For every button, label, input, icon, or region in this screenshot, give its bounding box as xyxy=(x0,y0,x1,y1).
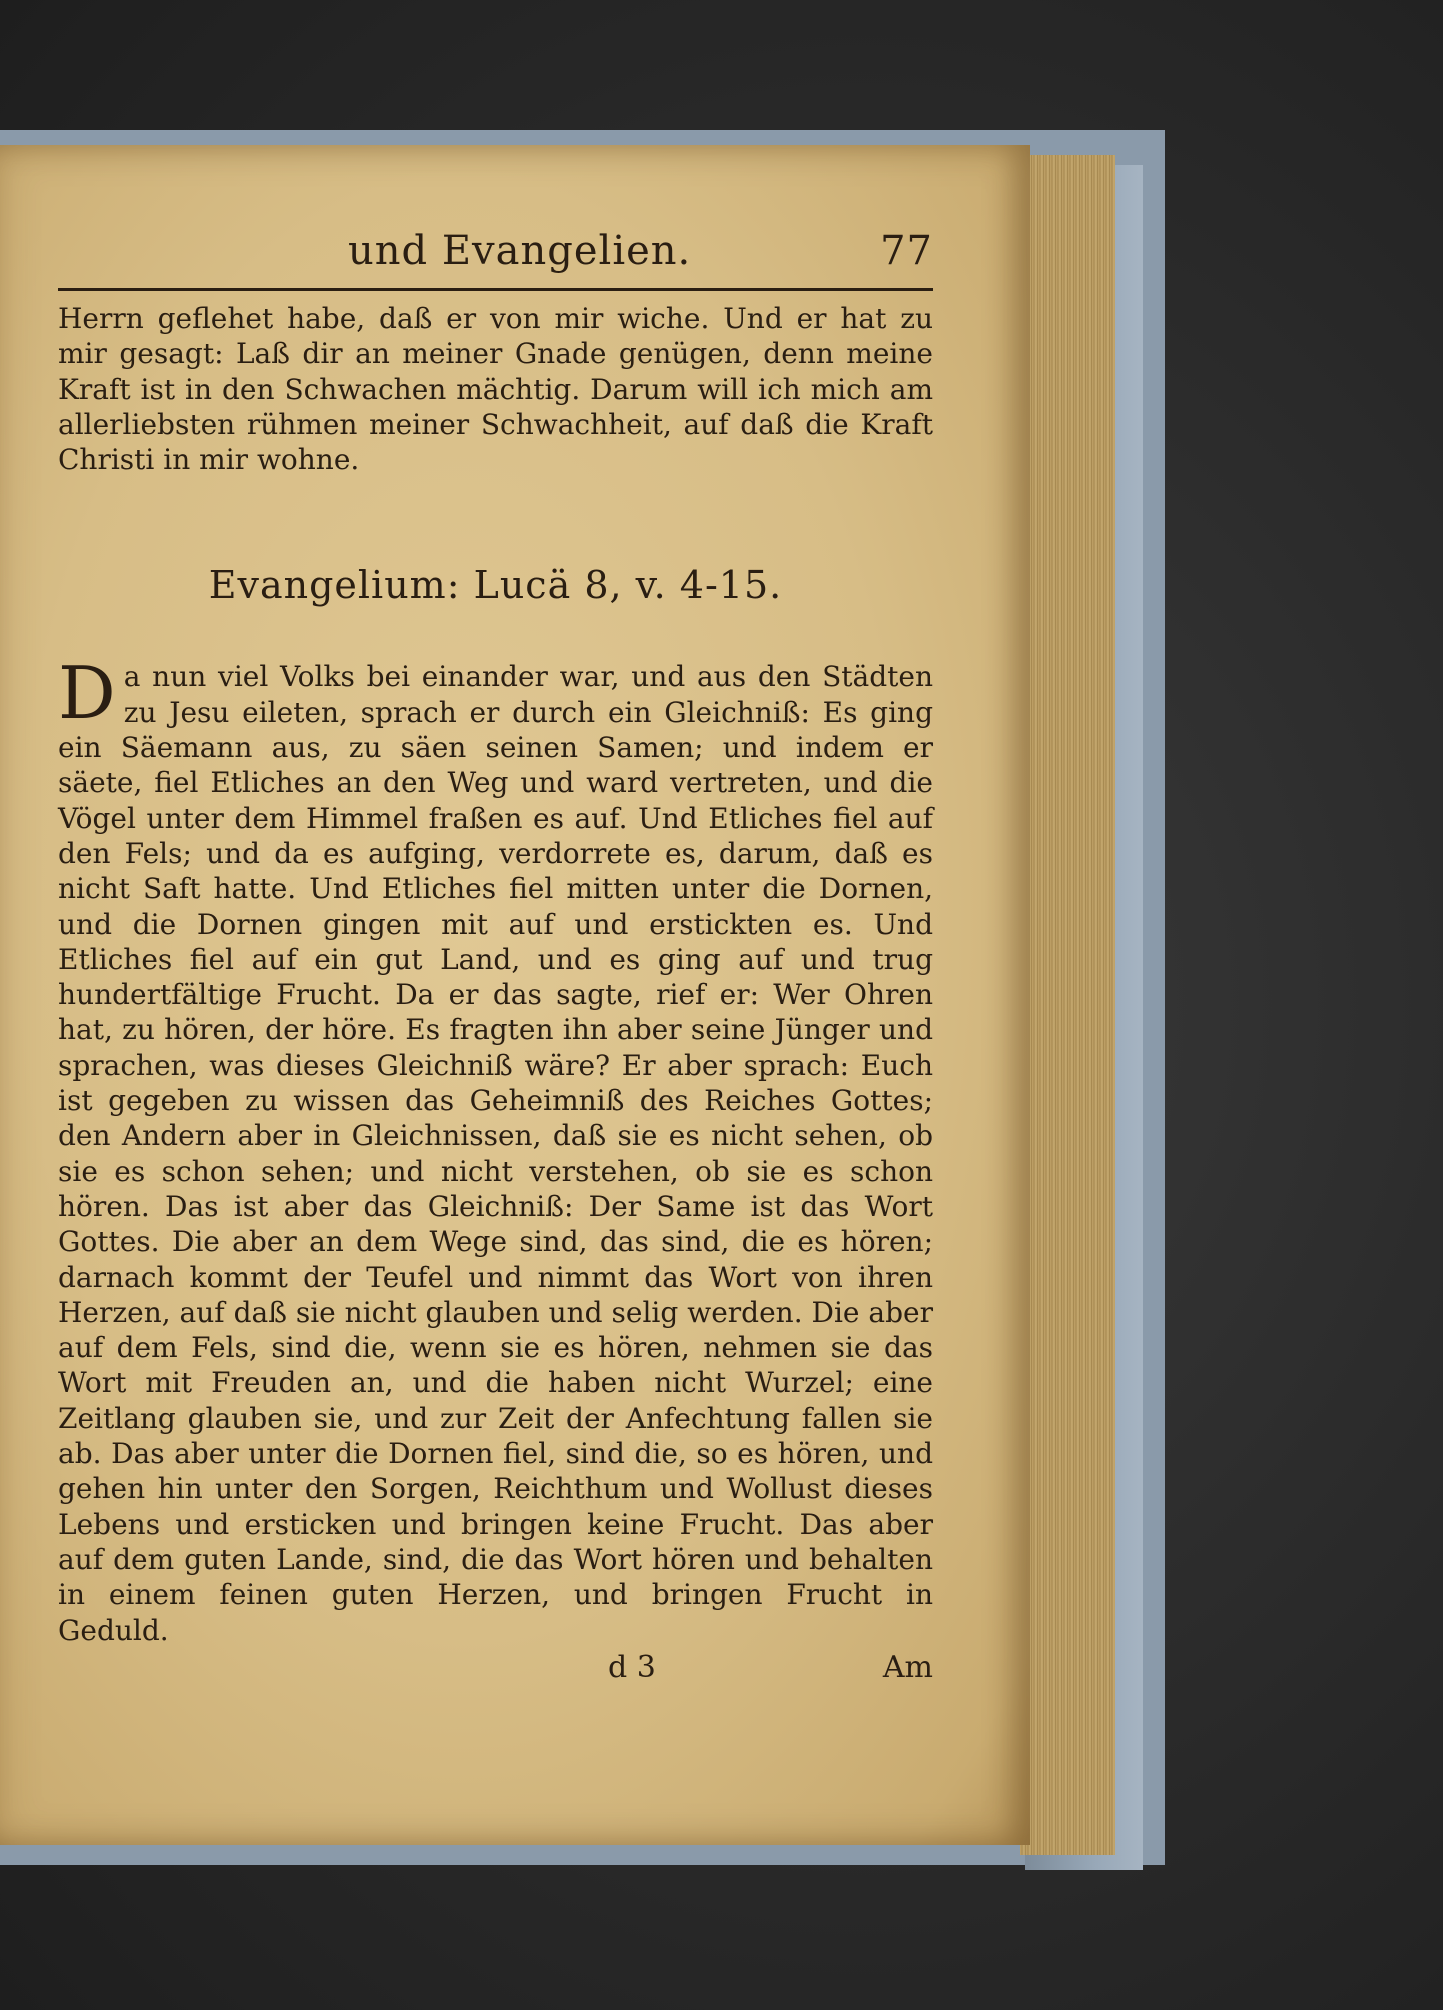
running-title: und Evangelien. xyxy=(348,228,692,274)
epistle-ending-paragraph: Herrn geflehet habe, daß er von mir wiche. Und er hat zu mir gesagt: Laß dir an meiner Gnade genügen, denn meine Kraft ist in den Schwachen mächtig. Darum will ich mich am allerliebsten rühmen meiner Schwachheit, auf daß die Kraft Christi in mir wohne. xyxy=(58,302,933,477)
book-page xyxy=(0,145,1030,1845)
running-header xyxy=(58,220,933,284)
gospel-heading: Evangelium: Lucä 8, v. 4-15. xyxy=(208,563,783,608)
signature-mark: d 3 xyxy=(608,1649,656,1685)
page-edges xyxy=(1020,155,1115,1855)
catchword: Am xyxy=(882,1649,933,1685)
text-block xyxy=(58,220,933,1690)
page-footer xyxy=(58,1650,933,1690)
drop-cap: D xyxy=(58,651,116,736)
header-rule xyxy=(58,288,933,291)
gospel-paragraph xyxy=(58,651,933,1647)
page-number: 77 xyxy=(880,228,933,274)
gospel-text: a nun viel Volks bei einander war, und aus den Städten zu Jesu eileten, sprach er durch ein Gleichniß: Es ging ein Säemann aus, zu säen seinen Samen; und indem er säete, fiel Etliches an den Weg und ward vertreten, und die Vögel unter dem Himmel fraßen es auf. Und Etliches fiel auf den Fels; und da es aufging, verdorrete es, darum, daß es nicht Saft hatte. Und Etliches fiel mitten unter die Dornen, und die Dornen gingen mit auf und erstickten es. Und Etliches fiel auf ein gut Land, und es ging auf und trug hundertfältige Frucht. Da er das sagte, rief er: Wer Ohren hat, zu hören, der höre. Es fragten ihn aber seine Jünger und sprachen, was dieses Gleichniß wäre? Er aber sprach: Euch ist gegeben zu wissen das Geheimniß des Reiches Gottes; den Andern aber in Gleichnissen, daß sie es nicht sehen, ob sie es schon sehen; und nicht verstehen, ob sie es schon hören. Das ist aber das Gleichniß: Der Same ist das Wort Gottes. Die aber an dem Wege sind, das sind, die es hören; darnach kommt der Teufel und nimmt das Wort von ihren Herzen, auf daß sie nicht glauben und selig werden. Die aber auf dem Fels, sind die, wenn sie es hören, nehmen sie das Wort mit Freuden an, und die haben nicht Wurzel; eine Zeitlang glauben sie, und zur Zeit der Anfechtung fallen sie ab. Das aber unter die Dornen fiel, sind die, so es hören, und gehen hin unter den Sorgen, Reichthum und Wollust dieses Lebens und ersticken und bringen keine Frucht. Das aber auf dem guten Lande, sind, die das Wort hören und behalten in einem feinen guten Herzen, und bringen Frucht in Geduld. xyxy=(58,660,933,1647)
